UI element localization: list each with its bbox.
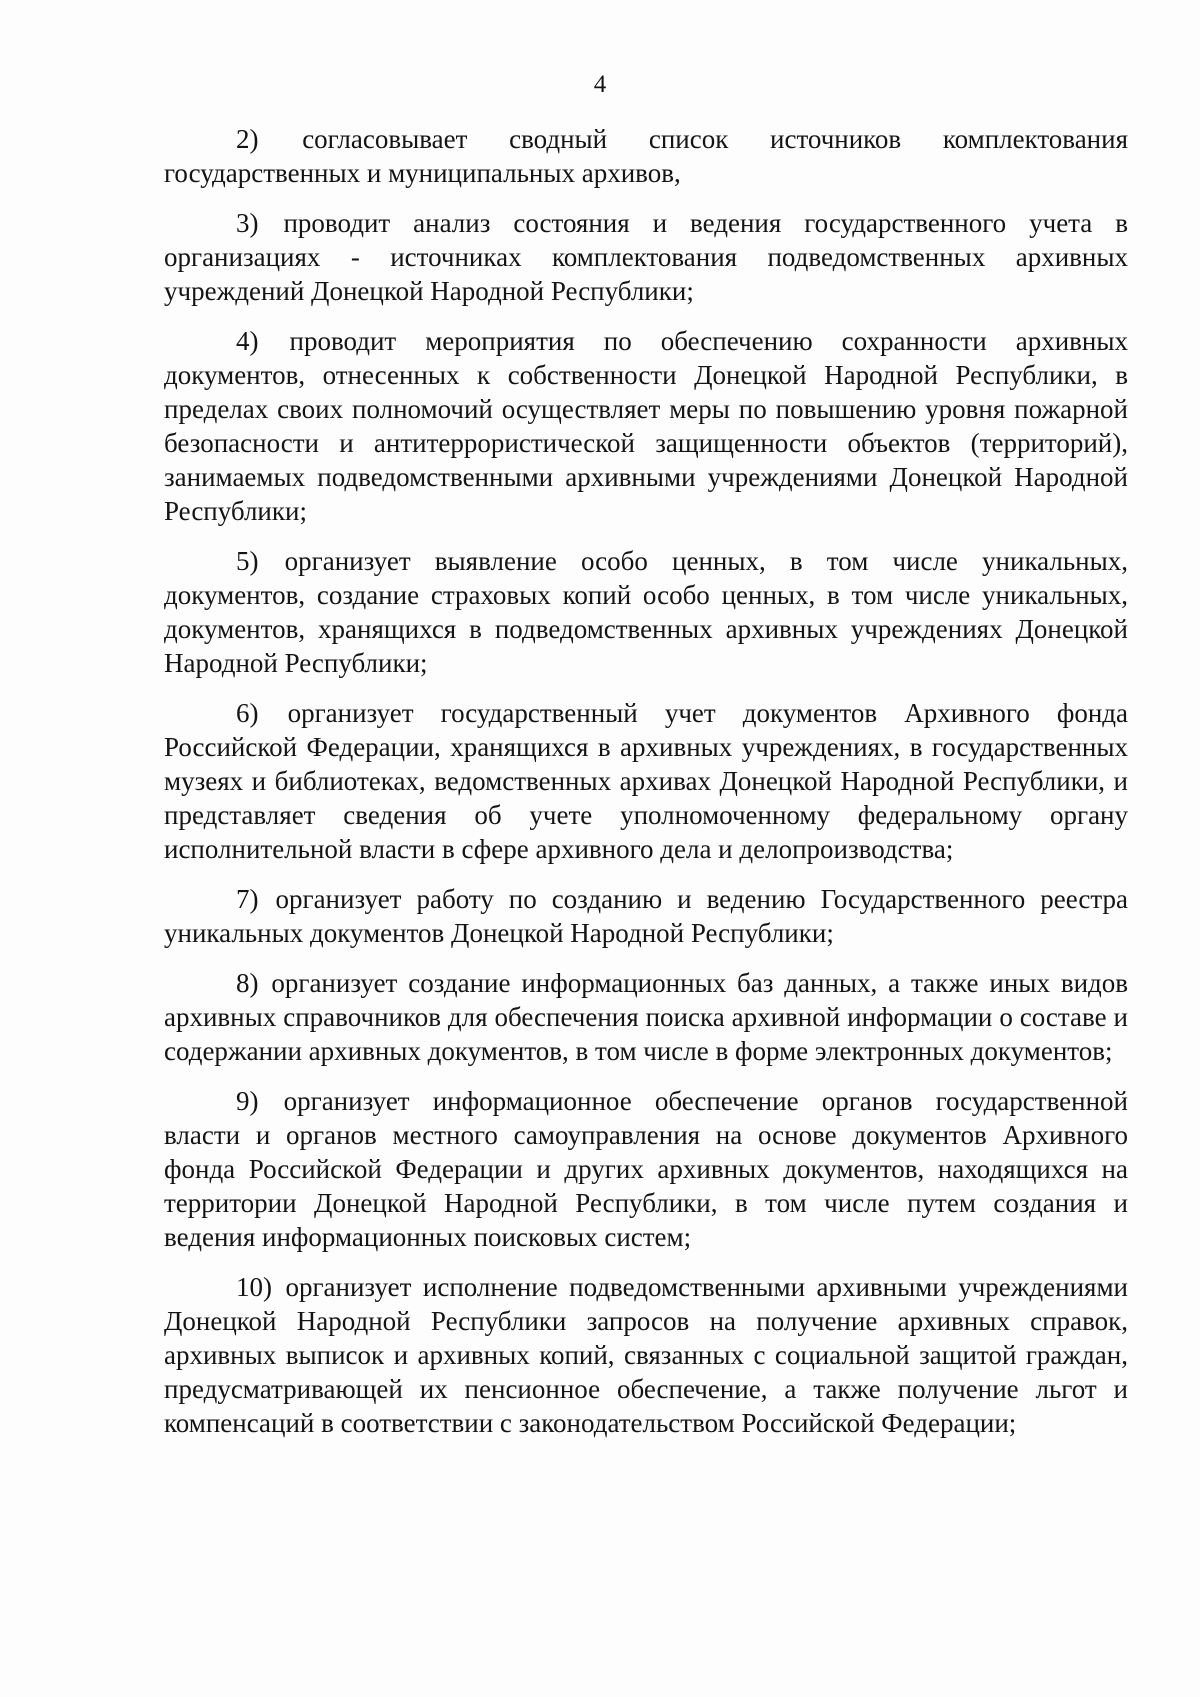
item-number: 4): [236, 326, 259, 356]
item-text: организует информационное обеспечение органов государственной власти и органов местного самоуправления на основе документов Архивного фонда Российской Федерации и других архивных документов, находящихся на территории Донецкой Народной Республики, в том числе путем создания и ведения информационных поисковых систем;: [164, 1086, 1128, 1252]
list-item: [164, 882, 1128, 950]
item-number: 7): [236, 884, 259, 914]
item-number: 2): [236, 124, 259, 154]
item-text: организует государственный учет документов Архивного фонда Российской Федерации, хранящихся в архивных учреждениях, в государственных музеях и библиотеках, ведомственных архивах Донецкой Народной Республики, и представляет сведения об учете уполномоченному федеральному органу исполнительной власти в сфере архивного дела и делопроизводства;: [164, 698, 1129, 864]
list-item: [164, 1084, 1128, 1254]
item-text: проводит анализ состояния и ведения государственного учета в организациях - источниках комплектования подведомственных архивных учреждений Донецкой Народной Республики;: [164, 208, 1129, 306]
item-number: 8): [236, 968, 259, 998]
item-number: 5): [236, 546, 259, 576]
page-number: 4: [593, 71, 607, 98]
list-item: [164, 1270, 1128, 1440]
list-item: [164, 966, 1128, 1068]
item-text: организует создание информационных баз данных, а также иных видов архивных справочников для обеспечения поиска архивной информации о составе и содержании архивных документов, в том числе в форме электронных документов;: [164, 968, 1129, 1066]
list-item: [164, 122, 1128, 190]
list-item: [164, 544, 1128, 680]
item-text: организует исполнение подведомственными архивными учреждениями Донецкой Народной Республики запросов на получение архивных справок, архивных выписок и архивных копий, связанных с социальной защитой граждан, предусматривающей их пенсионное обеспечение, а также получение льгот и компенсаций в соответствии с законодательством Российской Федерации;: [164, 1272, 1129, 1438]
item-number: 6): [236, 698, 259, 728]
item-text: проводит мероприятия по обеспечению сохранности архивных документов, отнесенных к собственности Донецкой Народной Республики, в пределах своих полномочий осуществляет меры по повышению уровня пожарной безопасности и антитеррористической защищенности объектов (территорий), занимаемых подведомственными архивными учреждениями Донецкой Народной Республики;: [164, 326, 1128, 526]
item-text: согласовывает сводный список источников комплектования государственных и муниципальных архивов,: [164, 124, 1128, 188]
list-item: [164, 696, 1128, 866]
list-item: [164, 206, 1128, 308]
item-number: 9): [236, 1086, 259, 1116]
document-body: [164, 122, 1128, 1456]
item-text: организует работу по созданию и ведению Государственного реестра уникальных документов Донецкой Народной Республики;: [164, 884, 1129, 948]
item-text: организует выявление особо ценных, в том числе уникальных, документов, создание страховых копий особо ценных, в том числе уникальных, документов, хранящихся в подведомственных архивных учреждениях Донецкой Народной Республики;: [164, 546, 1129, 678]
item-number: 3): [236, 208, 259, 238]
list-item: [164, 324, 1128, 528]
item-number: 10): [236, 1272, 272, 1302]
